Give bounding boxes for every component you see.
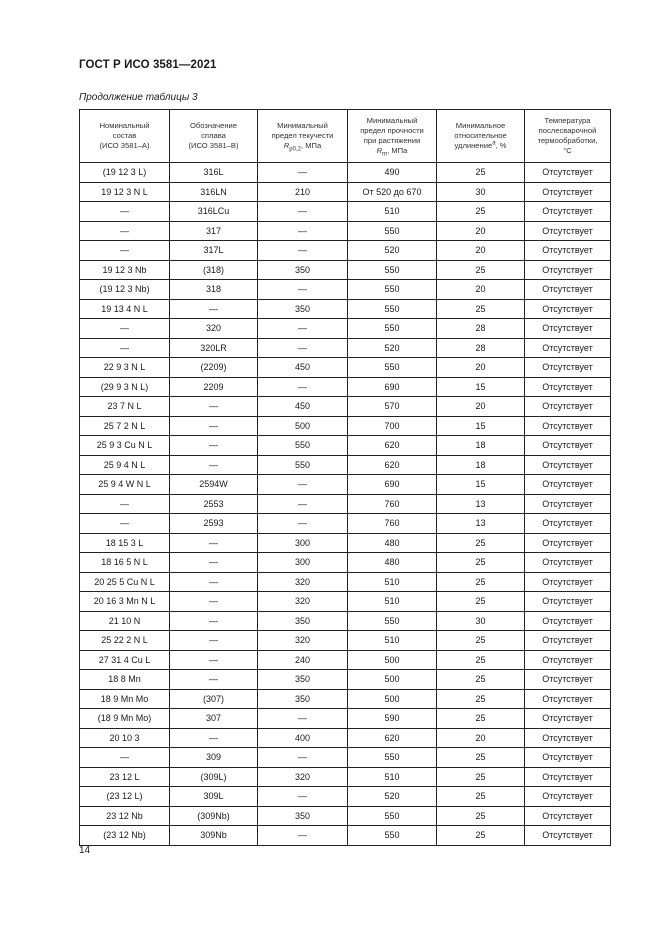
nominal-cell: 25 9 3 Cu N L xyxy=(80,436,170,456)
elongation-cell: 25 xyxy=(437,572,525,592)
tensile-cell: 550 xyxy=(348,260,437,280)
yield-cell: 300 xyxy=(258,553,348,573)
designation-cell: 316LCu xyxy=(170,202,258,222)
tensile-cell: 550 xyxy=(348,319,437,339)
page-number: 14 xyxy=(79,845,91,856)
yield-cell: 210 xyxy=(258,182,348,202)
temperature-cell: Отсутствует xyxy=(525,260,611,280)
table-row xyxy=(80,806,611,826)
yield-cell: 320 xyxy=(258,631,348,651)
nominal-cell: 25 9 4 W N L xyxy=(80,475,170,495)
designation-cell: — xyxy=(170,553,258,573)
table-row xyxy=(80,182,611,202)
temperature-cell: Отсутствует xyxy=(525,709,611,729)
elongation-cell: 25 xyxy=(437,299,525,319)
table-row xyxy=(80,397,611,417)
yield-cell: 240 xyxy=(258,650,348,670)
nominal-cell: 20 16 3 Mn N L xyxy=(80,592,170,612)
yield-cell: 450 xyxy=(258,397,348,417)
yield-cell: 350 xyxy=(258,611,348,631)
nominal-cell: 19 12 3 Nb xyxy=(80,260,170,280)
tensile-cell: 550 xyxy=(348,826,437,846)
yield-cell: 450 xyxy=(258,358,348,378)
designation-cell: — xyxy=(170,416,258,436)
table-row xyxy=(80,592,611,612)
temperature-cell: Отсутствует xyxy=(525,280,611,300)
nominal-cell: 25 22 2 N L xyxy=(80,631,170,651)
table-row xyxy=(80,299,611,319)
elongation-cell: 25 xyxy=(437,260,525,280)
table-row xyxy=(80,670,611,690)
table-row xyxy=(80,163,611,183)
column-header-yield: Минимальный предел текучести $R_{p0,2}$, МПа xyxy=(258,110,348,163)
nominal-cell: 21 10 N xyxy=(80,611,170,631)
designation-cell: — xyxy=(170,436,258,456)
elongation-cell: 25 xyxy=(437,592,525,612)
table-row xyxy=(80,767,611,787)
temperature-cell: Отсутствует xyxy=(525,592,611,612)
nominal-cell: 20 10 3 xyxy=(80,728,170,748)
designation-cell: — xyxy=(170,572,258,592)
nominal-cell: 18 16 5 N L xyxy=(80,553,170,573)
yield-cell: 350 xyxy=(258,806,348,826)
elongation-cell: 25 xyxy=(437,533,525,553)
designation-cell: — xyxy=(170,631,258,651)
column-header-elongation: Минимальное относительное удлинение$^a$, % xyxy=(437,110,525,163)
designation-cell: — xyxy=(170,455,258,475)
tensile-cell: 490 xyxy=(348,163,437,183)
yield-cell: — xyxy=(258,202,348,222)
designation-cell: 320LR xyxy=(170,338,258,358)
elongation-cell: 15 xyxy=(437,475,525,495)
table-row xyxy=(80,533,611,553)
temperature-cell: Отсутствует xyxy=(525,670,611,690)
designation-cell: 317L xyxy=(170,241,258,261)
designation-cell: 318 xyxy=(170,280,258,300)
table-row xyxy=(80,553,611,573)
table-row xyxy=(80,709,611,729)
nominal-cell: (19 12 3 Nb) xyxy=(80,280,170,300)
designation-cell: 2209 xyxy=(170,377,258,397)
tensile-cell: 510 xyxy=(348,767,437,787)
yield-cell: 550 xyxy=(258,436,348,456)
yield-cell: 550 xyxy=(258,455,348,475)
nominal-cell: 23 12 Nb xyxy=(80,806,170,826)
tensile-cell: 590 xyxy=(348,709,437,729)
elongation-cell: 28 xyxy=(437,319,525,339)
elongation-cell: 25 xyxy=(437,826,525,846)
temperature-cell: Отсутствует xyxy=(525,221,611,241)
table-row xyxy=(80,202,611,222)
designation-cell: 309Nb xyxy=(170,826,258,846)
tensile-cell: 700 xyxy=(348,416,437,436)
designation-cell: — xyxy=(170,299,258,319)
table-row xyxy=(80,280,611,300)
designation-cell: — xyxy=(170,670,258,690)
tensile-cell: 620 xyxy=(348,728,437,748)
tensile-cell: От 520 до 670 xyxy=(348,182,437,202)
designation-cell: 307 xyxy=(170,709,258,729)
tensile-cell: 500 xyxy=(348,689,437,709)
elongation-cell: 13 xyxy=(437,514,525,534)
nominal-cell: (29 9 3 N L) xyxy=(80,377,170,397)
elongation-cell: 25 xyxy=(437,553,525,573)
tensile-cell: 550 xyxy=(348,748,437,768)
tensile-cell: 520 xyxy=(348,338,437,358)
yield-cell: 300 xyxy=(258,533,348,553)
yield-cell: — xyxy=(258,787,348,807)
elongation-cell: 25 xyxy=(437,631,525,651)
temperature-cell: Отсутствует xyxy=(525,787,611,807)
temperature-cell: Отсутствует xyxy=(525,494,611,514)
yield-cell: 320 xyxy=(258,592,348,612)
elongation-cell: 20 xyxy=(437,728,525,748)
designation-cell: — xyxy=(170,728,258,748)
temperature-cell: Отсутствует xyxy=(525,455,611,475)
tensile-cell: 690 xyxy=(348,377,437,397)
elongation-cell: 25 xyxy=(437,748,525,768)
yield-cell: 500 xyxy=(258,416,348,436)
elongation-cell: 15 xyxy=(437,377,525,397)
designation-cell: 317 xyxy=(170,221,258,241)
nominal-cell: 22 9 3 N L xyxy=(80,358,170,378)
temperature-cell: Отсутствует xyxy=(525,767,611,787)
designation-cell: — xyxy=(170,592,258,612)
elongation-cell: 20 xyxy=(437,280,525,300)
nominal-cell: — xyxy=(80,221,170,241)
yield-cell: — xyxy=(258,319,348,339)
tensile-cell: 760 xyxy=(348,514,437,534)
designation-cell: 320 xyxy=(170,319,258,339)
yield-cell: — xyxy=(258,475,348,495)
temperature-cell: Отсутствует xyxy=(525,377,611,397)
tensile-cell: 510 xyxy=(348,631,437,651)
designation-cell: 2594W xyxy=(170,475,258,495)
temperature-cell: Отсутствует xyxy=(525,728,611,748)
designation-cell: 309L xyxy=(170,787,258,807)
table-row xyxy=(80,241,611,261)
temperature-cell: Отсутствует xyxy=(525,553,611,573)
temperature-cell: Отсутствует xyxy=(525,182,611,202)
table-row xyxy=(80,260,611,280)
designation-cell: 316L xyxy=(170,163,258,183)
column-header-temperature: Температура послесварочной термообработки, °С xyxy=(525,110,611,163)
tensile-cell: 550 xyxy=(348,806,437,826)
table-row xyxy=(80,338,611,358)
tensile-cell: 510 xyxy=(348,202,437,222)
yield-cell: 350 xyxy=(258,689,348,709)
column-header-nominal: Номинальный состав (ИСО 3581–А) xyxy=(80,110,170,163)
tensile-cell: 620 xyxy=(348,436,437,456)
table-row xyxy=(80,631,611,651)
elongation-cell: 25 xyxy=(437,670,525,690)
tensile-cell: 550 xyxy=(348,280,437,300)
table-row xyxy=(80,826,611,846)
nominal-cell: — xyxy=(80,494,170,514)
tensile-cell: 500 xyxy=(348,650,437,670)
temperature-cell: Отсутствует xyxy=(525,806,611,826)
table-row xyxy=(80,572,611,592)
elongation-cell: 25 xyxy=(437,689,525,709)
yield-cell: — xyxy=(258,280,348,300)
temperature-cell: Отсутствует xyxy=(525,319,611,339)
nominal-cell: 18 8 Mn xyxy=(80,670,170,690)
yield-cell: — xyxy=(258,709,348,729)
elongation-cell: 25 xyxy=(437,806,525,826)
tensile-cell: 620 xyxy=(348,455,437,475)
nominal-cell: 19 12 3 N L xyxy=(80,182,170,202)
designation-cell: (309Nb) xyxy=(170,806,258,826)
table-row xyxy=(80,377,611,397)
nominal-cell: 18 9 Mn Mo xyxy=(80,689,170,709)
elongation-cell: 20 xyxy=(437,241,525,261)
elongation-cell: 25 xyxy=(437,650,525,670)
yield-cell: — xyxy=(258,377,348,397)
designation-cell: (2209) xyxy=(170,358,258,378)
tensile-cell: 520 xyxy=(348,787,437,807)
table-row xyxy=(80,494,611,514)
temperature-cell: Отсутствует xyxy=(525,397,611,417)
nominal-cell: (19 12 3 L) xyxy=(80,163,170,183)
temperature-cell: Отсутствует xyxy=(525,689,611,709)
elongation-cell: 25 xyxy=(437,202,525,222)
designation-cell: 309 xyxy=(170,748,258,768)
elongation-cell: 13 xyxy=(437,494,525,514)
elongation-cell: 18 xyxy=(437,455,525,475)
table-row xyxy=(80,319,611,339)
designation-cell: 2593 xyxy=(170,514,258,534)
temperature-cell: Отсутствует xyxy=(525,572,611,592)
tensile-cell: 550 xyxy=(348,221,437,241)
elongation-cell: 28 xyxy=(437,338,525,358)
table-caption: Продолжение таблицы 3 xyxy=(79,92,198,103)
yield-cell: 400 xyxy=(258,728,348,748)
elongation-cell: 15 xyxy=(437,416,525,436)
yield-cell: 320 xyxy=(258,572,348,592)
table-row xyxy=(80,221,611,241)
nominal-cell: (23 12 L) xyxy=(80,787,170,807)
temperature-cell: Отсутствует xyxy=(525,163,611,183)
nominal-cell: 20 25 5 Cu N L xyxy=(80,572,170,592)
yield-cell: — xyxy=(258,241,348,261)
nominal-cell: — xyxy=(80,514,170,534)
temperature-cell: Отсутствует xyxy=(525,358,611,378)
table-row xyxy=(80,748,611,768)
temperature-cell: Отсутствует xyxy=(525,748,611,768)
temperature-cell: Отсутствует xyxy=(525,241,611,261)
properties-table xyxy=(79,109,611,846)
table-row xyxy=(80,416,611,436)
elongation-cell: 25 xyxy=(437,709,525,729)
elongation-cell: 30 xyxy=(437,182,525,202)
nominal-cell: 23 12 L xyxy=(80,767,170,787)
nominal-cell: 23 7 N L xyxy=(80,397,170,417)
designation-cell: 316LN xyxy=(170,182,258,202)
designation-cell: 2553 xyxy=(170,494,258,514)
nominal-cell: (23 12 Nb) xyxy=(80,826,170,846)
designation-cell: — xyxy=(170,650,258,670)
table-row xyxy=(80,787,611,807)
tensile-cell: 570 xyxy=(348,397,437,417)
yield-cell: — xyxy=(258,494,348,514)
table-row xyxy=(80,611,611,631)
temperature-cell: Отсутствует xyxy=(525,416,611,436)
table-header xyxy=(80,110,611,163)
nominal-cell: — xyxy=(80,241,170,261)
yield-cell: 320 xyxy=(258,767,348,787)
document-header: ГОСТ Р ИСО 3581—2021 xyxy=(79,59,217,71)
table-row xyxy=(80,514,611,534)
elongation-cell: 20 xyxy=(437,358,525,378)
table-row xyxy=(80,689,611,709)
elongation-cell: 20 xyxy=(437,221,525,241)
elongation-cell: 25 xyxy=(437,787,525,807)
tensile-cell: 760 xyxy=(348,494,437,514)
table-row xyxy=(80,358,611,378)
temperature-cell: Отсутствует xyxy=(525,514,611,534)
nominal-cell: — xyxy=(80,202,170,222)
yield-cell: — xyxy=(258,338,348,358)
elongation-cell: 20 xyxy=(437,397,525,417)
designation-cell: — xyxy=(170,533,258,553)
temperature-cell: Отсутствует xyxy=(525,650,611,670)
temperature-cell: Отсутствует xyxy=(525,533,611,553)
elongation-cell: 18 xyxy=(437,436,525,456)
temperature-cell: Отсутствует xyxy=(525,475,611,495)
nominal-cell: 27 31 4 Cu L xyxy=(80,650,170,670)
nominal-cell: — xyxy=(80,748,170,768)
nominal-cell: 25 9 4 N L xyxy=(80,455,170,475)
designation-cell: (318) xyxy=(170,260,258,280)
tensile-cell: 520 xyxy=(348,241,437,261)
tensile-cell: 510 xyxy=(348,572,437,592)
tensile-cell: 510 xyxy=(348,592,437,612)
table-row xyxy=(80,650,611,670)
nominal-cell: — xyxy=(80,338,170,358)
table-row xyxy=(80,728,611,748)
table-body xyxy=(80,163,611,846)
column-header-tensile: Минимальный предел прочности при растяжении $R_m$, МПа xyxy=(348,110,437,163)
nominal-cell: 19 13 4 N L xyxy=(80,299,170,319)
yield-cell: — xyxy=(258,163,348,183)
temperature-cell: Отсутствует xyxy=(525,202,611,222)
nominal-cell: (18 9 Mn Mo) xyxy=(80,709,170,729)
temperature-cell: Отсутствует xyxy=(525,299,611,319)
elongation-cell: 25 xyxy=(437,767,525,787)
tensile-cell: 550 xyxy=(348,611,437,631)
yield-cell: — xyxy=(258,221,348,241)
nominal-cell: 18 15 3 L xyxy=(80,533,170,553)
designation-cell: — xyxy=(170,611,258,631)
table-row xyxy=(80,436,611,456)
elongation-cell: 30 xyxy=(437,611,525,631)
designation-cell: (307) xyxy=(170,689,258,709)
yield-cell: — xyxy=(258,748,348,768)
elongation-cell: 25 xyxy=(437,163,525,183)
temperature-cell: Отсутствует xyxy=(525,631,611,651)
yield-cell: — xyxy=(258,826,348,846)
nominal-cell: 25 7 2 N L xyxy=(80,416,170,436)
tensile-cell: 550 xyxy=(348,358,437,378)
yield-cell: 350 xyxy=(258,299,348,319)
yield-cell: — xyxy=(258,514,348,534)
nominal-cell: — xyxy=(80,319,170,339)
yield-cell: 350 xyxy=(258,260,348,280)
tensile-cell: 690 xyxy=(348,475,437,495)
tensile-cell: 480 xyxy=(348,533,437,553)
temperature-cell: Отсутствует xyxy=(525,826,611,846)
tensile-cell: 480 xyxy=(348,553,437,573)
table-row xyxy=(80,455,611,475)
column-header-designation: Обозначение сплава (ИСО 3581–В) xyxy=(170,110,258,163)
designation-cell: — xyxy=(170,397,258,417)
temperature-cell: Отсутствует xyxy=(525,611,611,631)
table-row xyxy=(80,475,611,495)
tensile-cell: 550 xyxy=(348,299,437,319)
designation-cell: (309L) xyxy=(170,767,258,787)
yield-cell: 350 xyxy=(258,670,348,690)
tensile-cell: 500 xyxy=(348,670,437,690)
temperature-cell: Отсутствует xyxy=(525,436,611,456)
temperature-cell: Отсутствует xyxy=(525,338,611,358)
